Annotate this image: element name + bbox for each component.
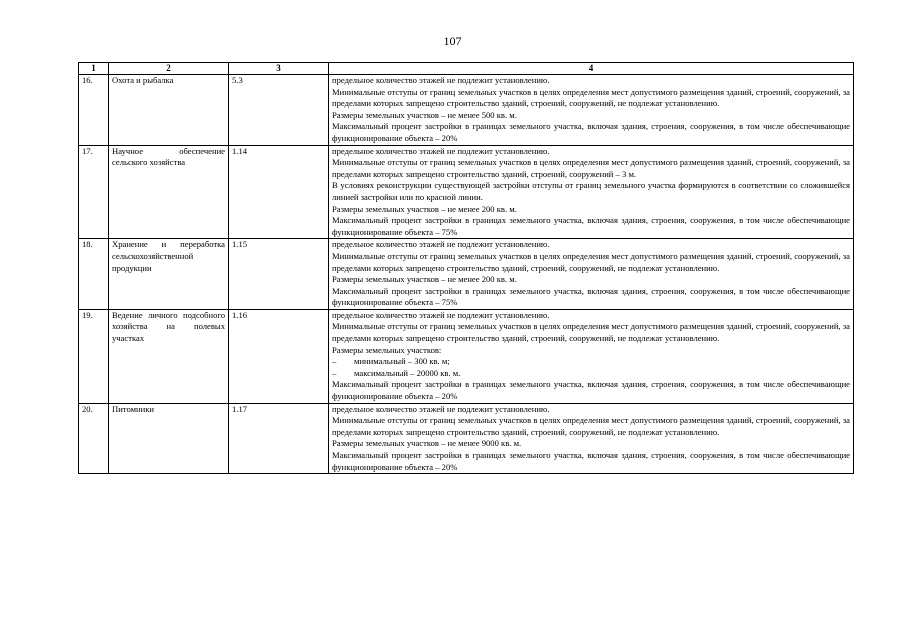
row-use-name: Научное обеспечение сельского хозяйства bbox=[109, 145, 229, 239]
table-row bbox=[79, 403, 854, 474]
header-col-1: 1 bbox=[79, 63, 109, 75]
table-header-row bbox=[79, 63, 854, 75]
row-number: 16. bbox=[79, 75, 109, 146]
list-item bbox=[332, 356, 850, 368]
row-use-code: 1.17 bbox=[229, 403, 329, 474]
parameter-line: В условиях реконструкции существующей застройки отступы от границ земельного участка формируются в соответствии со сложившейся линией застройки или по красной линии. bbox=[332, 180, 850, 202]
parameter-line: Минимальные отступы от границ земельных участков в целях определения мест допустимого размещения зданий, строений, сооружений, за пределами которых запрещено строительство зданий, строений, сооружений – 3 м. bbox=[332, 157, 850, 179]
parameter-line: Максимальный процент застройки в границах земельного участка, включая здания, строения, сооружения, в том числе обеспечивающие функционирование объекта – 75% bbox=[332, 285, 850, 308]
row-parameters bbox=[329, 403, 854, 474]
parameter-line: предельное количество этажей не подлежит установлению. bbox=[332, 145, 550, 156]
row-number: 17. bbox=[79, 145, 109, 239]
list-item bbox=[332, 368, 850, 380]
row-parameters bbox=[329, 309, 854, 403]
header-col-3: 3 bbox=[229, 63, 329, 75]
parameter-line: предельное количество этажей не подлежит установлению. bbox=[332, 239, 550, 250]
row-use-name: Ведение личного подсобного хозяйства на полевых участках bbox=[109, 309, 229, 403]
parameter-line: предельное количество этажей не подлежит установлению. bbox=[332, 309, 550, 320]
list-item-text: максимальный – 20000 кв. м. bbox=[354, 367, 461, 378]
parameter-line: Размеры земельных участков: bbox=[332, 344, 442, 355]
parameter-line: Размеры земельных участков – не менее 500 кв. м. bbox=[332, 109, 517, 120]
parameter-line: Минимальные отступы от границ земельных участков в целях определения мест допустимого размещения зданий, строений, сооружений, за пределами которых запрещено строительство зданий, строений, сооружений, не подлежат установлению. bbox=[332, 415, 850, 437]
parameter-line: Минимальные отступы от границ земельных участков в целях определения мест допустимого размещения зданий, строений, сооружений, за пределами которых запрещено строительство зданий, строений, сооружений, не подлежат установлению. bbox=[332, 321, 850, 344]
row-use-name: Охота и рыбалка bbox=[109, 75, 229, 146]
parameter-line: Минимальные отступы от границ земельных участков в целях определения мест допустимого размещения зданий, строений, сооружений, за пределами которых запрещено строительство зданий, строений, сооружений, не подлежат установлению. bbox=[332, 250, 850, 273]
row-use-name: Хранение и переработка сельскохозяйственной продукции bbox=[109, 239, 229, 310]
dash-bullet: – bbox=[332, 356, 337, 367]
row-parameters bbox=[329, 239, 854, 310]
parameter-line: Максимальный процент застройки в границах земельного участка, включая здания, строения, сооружения, в том числе обеспечивающие функционирование объекта – 20% bbox=[332, 379, 850, 402]
parameter-line: Максимальный процент застройки в границах земельного участка, включая здания, строения, сооружения, в том числе обеспечивающие функционирование объекта – 75% bbox=[332, 215, 850, 237]
row-number: 18. bbox=[79, 239, 109, 310]
parameter-line: Размеры земельных участков – не менее 9000 кв. м. bbox=[332, 438, 522, 449]
parameter-line: Размеры земельных участков – не менее 200 кв. м. bbox=[332, 274, 517, 285]
row-number: 20. bbox=[79, 403, 109, 474]
row-parameters bbox=[329, 145, 854, 239]
row-use-code: 1.14 bbox=[229, 145, 329, 239]
list-item-text: минимальный – 300 кв. м; bbox=[354, 356, 450, 367]
row-use-name: Питомники bbox=[109, 403, 229, 474]
parameter-line: Максимальный процент застройки в границах земельного участка, включая здания, строения, сооружения, в том числе обеспечивающие функционирование объекта – 20% bbox=[332, 450, 850, 472]
table-row bbox=[79, 309, 854, 403]
row-use-code: 5.3 bbox=[229, 75, 329, 146]
parameter-line: предельное количество этажей не подлежит установлению. bbox=[332, 75, 550, 85]
page-number: 107 bbox=[443, 34, 462, 48]
table-row bbox=[79, 145, 854, 239]
table-row bbox=[79, 75, 854, 146]
regulations-table bbox=[78, 62, 854, 474]
header-col-2: 2 bbox=[109, 63, 229, 75]
row-number: 19. bbox=[79, 309, 109, 403]
parameter-line: Размеры земельных участков – не менее 200 кв. м. bbox=[332, 203, 517, 214]
parameter-line: Максимальный процент застройки в границах земельного участка, включая здания, строения, сооружения, в том числе обеспечивающие функционирование объекта – 20% bbox=[332, 121, 850, 143]
parameter-line: Минимальные отступы от границ земельных участков в целях определения мест допустимого размещения зданий, строений, сооружений, за пределами которых запрещено строительство зданий, строений, сооружений, не подлежат установлению. bbox=[332, 86, 850, 109]
row-use-code: 1.16 bbox=[229, 309, 329, 403]
table-row bbox=[79, 239, 854, 310]
parameter-line: предельное количество этажей не подлежит установлению. bbox=[332, 403, 550, 414]
dash-bullet: – bbox=[332, 367, 337, 378]
header-col-4: 4 bbox=[329, 63, 854, 75]
row-parameters bbox=[329, 75, 854, 146]
row-use-code: 1.15 bbox=[229, 239, 329, 310]
